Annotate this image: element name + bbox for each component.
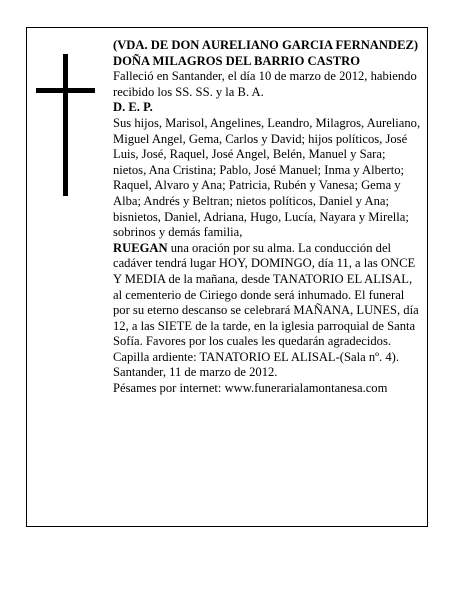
- family-list: Sus hijos, Marisol, Angelines, Leandro, Milagros, Aureliano, Miguel Angel, Gema, Carlos y David; hijos políticos, José Luis, José, Raquel, José Angel, Belén, Manuel y Sara; nietos, Ana Cristina; Pablo, José Manuel; Inma y Alberto; Raquel, Alvaro y Ana; Patricia, Rubén y Vanesa; Gema y Alba; Andrés y Beltran; nietos políticos, Daniel y Ana; bisnietos, Daniel, Adriana, Hugo, Lucía, Nayara y Mirella; sobrinos y demás familia,: [113, 115, 421, 240]
- ruegan-word: RUEGAN: [113, 240, 168, 255]
- funeral-details: una oración por su alma. La conducción del cadáver tendrá lugar HOY, DOMINGO, día 11, a las ONCE Y MEDIA de la mañana, desde TANATORIO EL ALISAL, al cementerio de Ciriego donde será inhumado. El funeral por su eterno descanso se celebrará MAÑANA, LUNES, día 12, a las SIETE de la tarde, en la iglesia parroquial de Santa Sofía. Favores por los cuales les quedarán agradecidos. Capilla ardiente: TANATORIO EL ALISAL-(Sala nº. 4).: [113, 240, 419, 364]
- cross-vertical-bar: [63, 54, 68, 196]
- obituary-text: [113, 38, 421, 397]
- funeral-paragraph: [113, 241, 421, 366]
- deceased-name: DOÑA MILAGROS DEL BARRIO CASTRO: [113, 53, 361, 68]
- dep-line: D. E. P.: [113, 100, 153, 115]
- death-notice: Falleció en Santander, el día 10 de marzo de 2012, habiendo recibido los SS. SS. y la B. A.: [113, 69, 417, 99]
- condolences-line: Pésames por internet: www.funerarialamontanesa.com: [113, 381, 388, 396]
- cross-horizontal-bar: [36, 88, 95, 93]
- widow-line: (VDA. DE DON AURELIANO GARCIA FERNANDEZ): [113, 38, 419, 52]
- place-date: Santander, 11 de marzo de 2012.: [113, 365, 278, 380]
